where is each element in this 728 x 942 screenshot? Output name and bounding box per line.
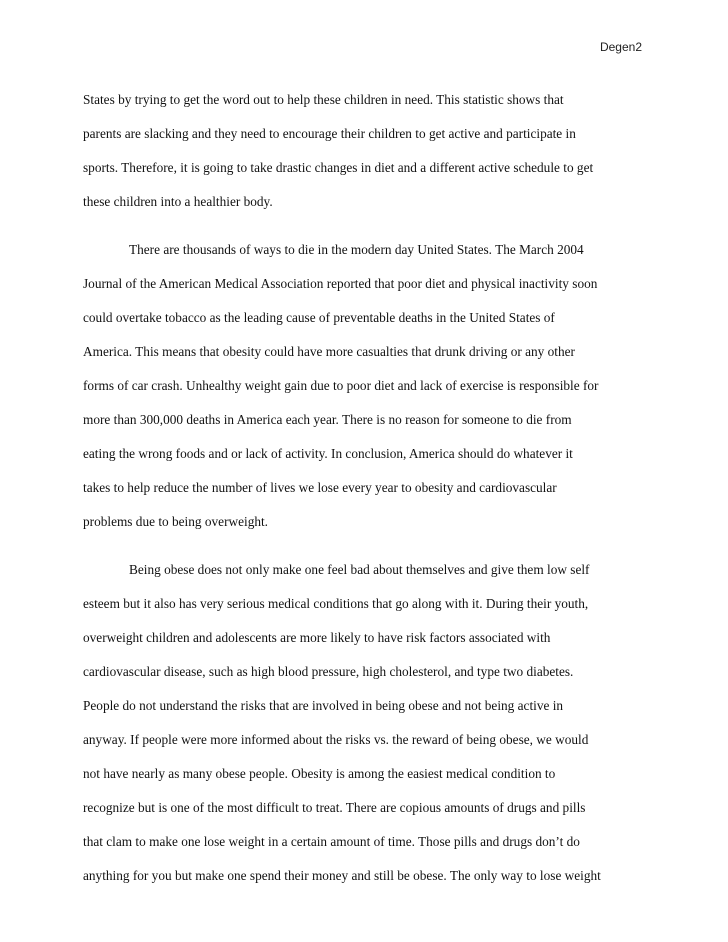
text-line: not have nearly as many obese people. Obesity is among the easiest medical condition to <box>83 766 556 781</box>
text-line: People do not understand the risks that are involved in being obese and not being active in <box>83 698 564 713</box>
text-line: eating the wrong foods and or lack of activity. In conclusion, America should do whatever it <box>83 446 573 461</box>
text-line: problems due to being overweight. <box>83 514 269 529</box>
paragraph <box>83 562 649 902</box>
text-line: these children into a healthier body. <box>83 194 273 209</box>
paragraph <box>83 92 649 242</box>
text-line: sports. Therefore, it is going to take drastic changes in diet and a different active schedule to get <box>83 160 594 175</box>
text-line: anyway. If people were more informed about the risks vs. the reward of being obese, we would <box>83 732 589 747</box>
text-line: forms of car crash. Unhealthy weight gain due to poor diet and lack of exercise is responsible for <box>83 378 599 393</box>
document-body <box>83 92 649 902</box>
text-line: Being obese does not only make one feel bad about themselves and give them low self <box>129 562 590 577</box>
text-line: parents are slacking and they need to encourage their children to get active and participate in <box>83 126 576 141</box>
text-line: recognize but is one of the most difficult to treat. There are copious amounts of drugs and pills <box>83 800 586 815</box>
text-line: overweight children and adolescents are more likely to have risk factors associated with <box>83 630 551 645</box>
paragraph <box>83 242 649 562</box>
text-line: that clam to make one lose weight in a certain amount of time. Those pills and drugs don’t do <box>83 834 580 849</box>
page-header: Degen2 <box>599 40 642 54</box>
text-line: takes to help reduce the number of lives we lose every year to obesity and cardiovascular <box>83 480 557 495</box>
text-line: cardiovascular disease, such as high blood pressure, high cholesterol, and type two diabetes. <box>83 664 574 679</box>
text-line: States by trying to get the word out to help these children in need. This statistic shows that <box>83 92 564 107</box>
text-line: anything for you but make one spend their money and still be obese. The only way to lose weight <box>83 868 601 883</box>
text-line: more than 300,000 deaths in America each year. There is no reason for someone to die from <box>83 412 572 427</box>
text-line: America. This means that obesity could have more casualties that drunk driving or any other <box>83 344 575 359</box>
text-line: There are thousands of ways to die in the modern day United States. The March 2004 <box>129 242 584 257</box>
text-line: Journal of the American Medical Association reported that poor diet and physical inactivity soon <box>83 276 598 291</box>
text-line: esteem but it also has very serious medical conditions that go along with it. During their youth, <box>83 596 589 611</box>
text-line: could overtake tobacco as the leading cause of preventable deaths in the United States of <box>83 310 555 325</box>
